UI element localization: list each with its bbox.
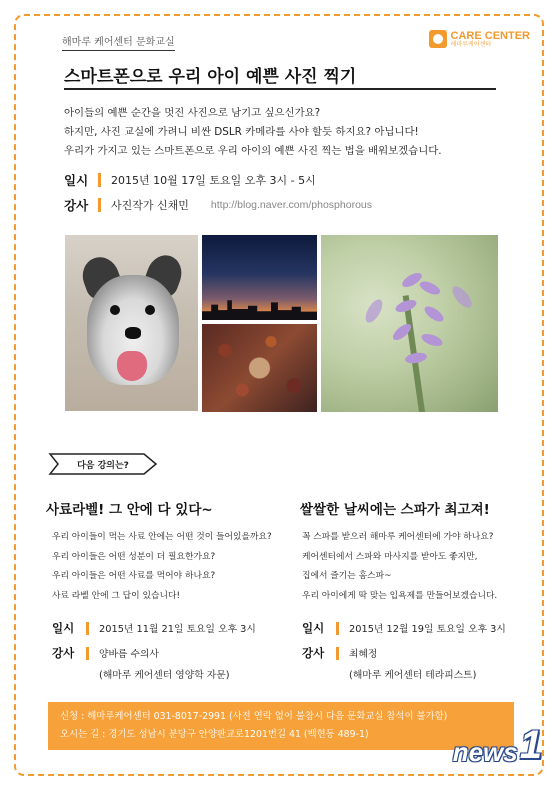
next-lecture-tag bbox=[48, 452, 158, 476]
fallen-leaves-photo bbox=[202, 324, 317, 412]
city-night-photo bbox=[202, 235, 317, 320]
logo-subtitle: 해마루케어센터 bbox=[450, 40, 492, 48]
flower-photo bbox=[321, 235, 498, 412]
left-affiliation-row bbox=[52, 667, 230, 681]
accent-bar bbox=[86, 622, 89, 635]
lecturer-value: 사진작가 신채민 bbox=[111, 199, 189, 212]
right-affiliation-row bbox=[302, 667, 476, 681]
accent-bar bbox=[336, 647, 339, 660]
lecturer-affiliation: (해마루 케어센터 영양학 자문) bbox=[99, 670, 230, 681]
right-date-row bbox=[302, 620, 506, 636]
left-date-row bbox=[52, 620, 256, 636]
right-lecture-body bbox=[302, 528, 497, 606]
watermark-number: 1 bbox=[519, 723, 542, 767]
right-lecturer-row bbox=[302, 645, 377, 661]
news1-watermark bbox=[453, 723, 542, 768]
date-label: 일시 bbox=[302, 621, 325, 635]
watermark-word: news bbox=[452, 737, 518, 767]
registration-banner bbox=[48, 702, 514, 750]
lecturer-value: 양바름 수의사 bbox=[99, 649, 159, 660]
logo-name: CARE CENTER bbox=[450, 29, 530, 42]
intro-line: 우리가 가지고 있는 스마트폰으로 우리 아이의 예쁜 사진 찍는 법을 배워보겠습니다. bbox=[64, 145, 442, 157]
main-lecturer-row bbox=[64, 196, 372, 214]
body-line: 우리 아이에게 딱 맞는 입욕제를 만들어보겠습니다. bbox=[302, 590, 498, 601]
directions-line: 오시는 길 : 경기도 성남시 분당구 안양판교로1201번길 41 (백현동 489-1) bbox=[60, 729, 369, 740]
next-lecture-label: 다음 강의는? bbox=[77, 460, 129, 471]
lecturer-affiliation: (해마루 케어센터 테라피스트) bbox=[349, 670, 477, 681]
body-line: 우리 아이들은 어떤 성분이 더 필요한가요? bbox=[52, 551, 216, 562]
body-line: 케어센터에서 스파와 마사지를 받아도 좋지만, bbox=[302, 551, 478, 562]
left-lecture-title: 사료라벨! 그 안에 다 있다~ bbox=[46, 502, 213, 518]
left-lecturer-row bbox=[52, 645, 159, 661]
date-label: 일시 bbox=[52, 621, 75, 635]
title-divider bbox=[64, 88, 496, 90]
date-label: 일시 bbox=[64, 173, 89, 188]
intro-text bbox=[64, 104, 504, 161]
body-line: 우리 아이들이 먹는 사료 안에는 어떤 것이 들어있을까요? bbox=[52, 532, 272, 542]
left-lecture-body bbox=[52, 528, 272, 606]
body-line: 우리 아이들은 어떤 사료를 먹어야 하나요? bbox=[52, 571, 216, 581]
body-line: 꼭 스파를 받으러 해마루 케어센터에 가야 하나요? bbox=[302, 532, 494, 542]
intro-line: 하지만, 사진 교실에 가려니 비싼 DSLR 카메라를 사야 할듯 하지요? 아닙니다! bbox=[64, 126, 419, 138]
accent-bar bbox=[98, 173, 101, 187]
accent-bar bbox=[86, 647, 89, 660]
series-label: 해마루 케어센터 문화교실 bbox=[62, 33, 175, 51]
lecturer-value: 최혜정 bbox=[349, 649, 378, 660]
registration-line: 신청 : 해마루케어센터 031-8017-2991 (사전 연락 없이 불참시 다음 문화교실 참석이 불가함) bbox=[60, 711, 448, 722]
body-line: 집에서 즐기는 홈스파~ bbox=[302, 571, 392, 581]
logo-icon bbox=[429, 30, 447, 48]
date-value: 2015년 12월 19일 토요일 오후 3시 bbox=[349, 624, 506, 635]
page-title: 스마트폰으로 우리 아이 예쁜 사진 찍기 bbox=[64, 67, 357, 87]
lecturer-label: 강사 bbox=[52, 646, 75, 660]
main-date-row bbox=[64, 171, 316, 189]
lecturer-label: 강사 bbox=[64, 198, 89, 213]
date-value: 2015년 10월 17일 토요일 오후 3시 - 5시 bbox=[111, 174, 316, 187]
dog-photo bbox=[65, 235, 198, 411]
care-center-logo bbox=[429, 30, 530, 48]
lecturer-blog-link[interactable]: http://blog.naver.com/phosphorous bbox=[210, 199, 372, 211]
body-line: 사료 라벨 안에 그 답이 있습니다! bbox=[52, 590, 180, 601]
lecturer-label: 강사 bbox=[302, 646, 325, 660]
intro-line: 아이들의 예쁜 순간을 멋진 사진으로 남기고 싶으신가요? bbox=[64, 107, 321, 119]
date-value: 2015년 11월 21일 토요일 오후 3시 bbox=[99, 624, 256, 635]
accent-bar bbox=[336, 622, 339, 635]
accent-bar bbox=[98, 198, 101, 212]
right-lecture-title: 쌀쌀한 날씨에는 스파가 최고져! bbox=[300, 502, 490, 518]
